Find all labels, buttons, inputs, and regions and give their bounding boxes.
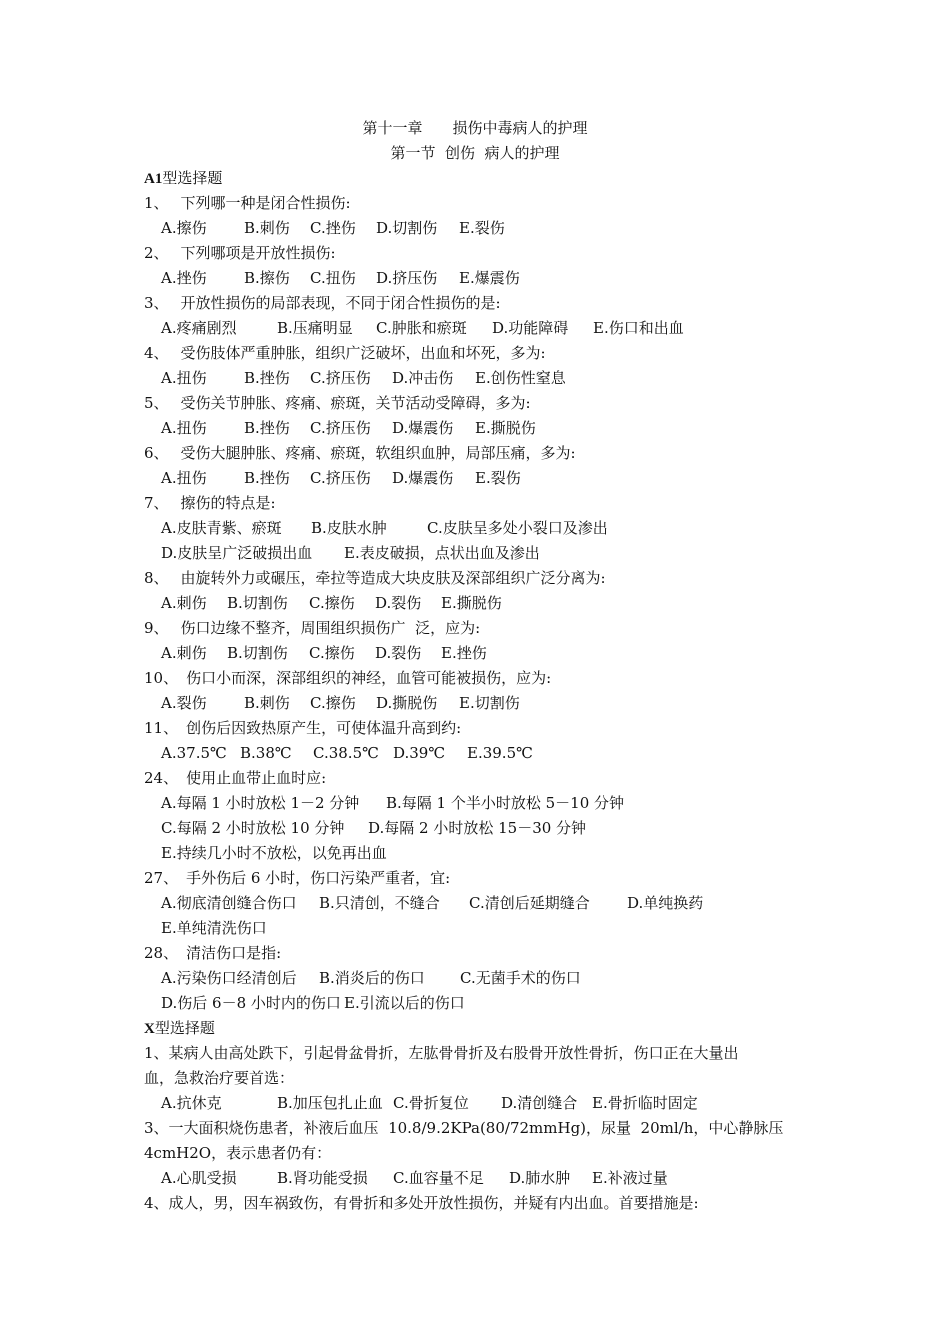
- option: D.清创缝合: [501, 1094, 578, 1112]
- option: A.皮肤青紫、瘀斑: [161, 519, 282, 537]
- question-stem: [144, 618, 480, 638]
- option-row: [161, 968, 581, 988]
- section-label: 型选择题: [162, 169, 223, 187]
- option: B.挫伤: [244, 469, 290, 487]
- option: D.撕脱伤: [376, 694, 438, 712]
- option: D.裂伤: [375, 594, 422, 612]
- option: C.扭伤: [310, 269, 356, 287]
- option-row: [161, 418, 536, 438]
- option-row: [161, 993, 465, 1013]
- option: D.单纯换药: [627, 894, 704, 912]
- option: C.挫伤: [310, 219, 356, 237]
- section-code: A1: [144, 171, 163, 187]
- option: D.功能障碍: [492, 319, 569, 337]
- option-row: [161, 468, 521, 488]
- question-text: 使用止血带止血时应:: [186, 769, 327, 787]
- option-row: [161, 268, 520, 288]
- option: D.裂伤: [375, 644, 422, 662]
- option: D.每隔 2 小时放松 15－30 分钟: [368, 819, 587, 837]
- option: B.消炎后的伤口: [319, 969, 425, 987]
- option-row: [161, 318, 684, 338]
- section-heading-a1: [144, 168, 222, 189]
- question-stem: [144, 443, 576, 463]
- question-text: 手外伤后 6 小时，伤口污染严重者，宜:: [186, 869, 451, 887]
- option: E.伤口和出血: [593, 319, 684, 337]
- option: C.擦伤: [309, 644, 355, 662]
- option-row: [161, 793, 624, 813]
- option: E.引流以后的伤口: [344, 994, 465, 1012]
- option: E.补液过量: [592, 1169, 668, 1187]
- option-row: [161, 1168, 668, 1188]
- option: B.刺伤: [244, 219, 290, 237]
- question-stem: [144, 668, 551, 688]
- option-row: [161, 818, 586, 838]
- question-stem: [144, 493, 276, 513]
- question-number: 24、: [144, 769, 179, 787]
- option: B.挫伤: [244, 369, 290, 387]
- question-text: 开放性损伤的局部表现，不同于闭合性损伤的是:: [180, 294, 501, 312]
- question-number: 11、: [144, 719, 179, 737]
- option: A.37.5℃: [161, 744, 227, 762]
- option-row: [161, 593, 502, 613]
- option: C.血容量不足: [393, 1169, 484, 1187]
- option: D.皮肤呈广泛破损出血: [161, 544, 313, 562]
- option: E.裂伤: [459, 219, 505, 237]
- question-text: 下列哪一种是闭合性损伤:: [180, 194, 351, 212]
- option: A.心肌受损: [161, 1169, 237, 1187]
- question-number: 5、: [144, 394, 169, 412]
- question-text: 伤口小而深，深部组织的神经，血管可能被损伤，应为:: [186, 669, 552, 687]
- option: B.只清创，不缝合: [319, 894, 440, 912]
- option: B.切割伤: [227, 644, 288, 662]
- option: C.38.5℃: [313, 744, 379, 762]
- option: E.撕脱伤: [475, 419, 536, 437]
- question-number: 2、: [144, 244, 169, 262]
- question-number: 7、: [144, 494, 169, 512]
- question-stem: [144, 343, 546, 363]
- option-row: [161, 1093, 698, 1113]
- option: A.刺伤: [161, 594, 207, 612]
- question-text: 擦伤的特点是:: [180, 494, 276, 512]
- question-stem-continued: 4cmH2O，表示患者仍有：: [144, 1144, 332, 1162]
- section-subtitle: 第一节 创伤 病人的护理: [390, 144, 560, 162]
- question-stem: [144, 293, 501, 313]
- question-stem: [144, 393, 531, 413]
- option: B.每隔 1 个半小时放松 5－10 分钟: [386, 794, 625, 812]
- option: B.肾功能受损: [277, 1169, 368, 1187]
- option: B.刺伤: [244, 694, 290, 712]
- option: E.单纯清洗伤口: [161, 919, 267, 937]
- option: C.擦伤: [310, 694, 356, 712]
- option: A.擦伤: [161, 219, 207, 237]
- option: A.挫伤: [161, 269, 207, 287]
- option: C.骨折复位: [393, 1094, 469, 1112]
- question-text: 下列哪项是开放性损伤:: [180, 244, 336, 262]
- chapter-title: 第十一章 损伤中毒病人的护理: [362, 119, 588, 137]
- option-row: [161, 518, 608, 538]
- option: C.挤压伤: [310, 369, 371, 387]
- question-stem: [144, 718, 461, 738]
- option: B.38℃: [240, 744, 292, 762]
- option: C.无菌手术的伤口: [460, 969, 581, 987]
- option: E.裂伤: [475, 469, 521, 487]
- option: C.清创后延期缝合: [469, 894, 590, 912]
- question-text: 受伤肢体严重肿胀，组织广泛破坏，出血和坏死，多为:: [180, 344, 546, 362]
- option: E.撕脱伤: [441, 594, 502, 612]
- question-number: 28、: [144, 944, 179, 962]
- option-row: [161, 893, 703, 913]
- option: A.扭伤: [161, 469, 207, 487]
- question-number: 9、: [144, 619, 169, 637]
- option: B.切割伤: [227, 594, 288, 612]
- option-row: [161, 643, 487, 663]
- option: C.擦伤: [309, 594, 355, 612]
- option-row: [161, 743, 533, 763]
- option: E.骨折临时固定: [592, 1094, 698, 1112]
- option: A.刺伤: [161, 644, 207, 662]
- option-row: [161, 918, 267, 938]
- option: B.加压包扎止血: [277, 1094, 383, 1112]
- option: D.冲击伤: [392, 369, 454, 387]
- option: B.挫伤: [244, 419, 290, 437]
- question-stem: [144, 768, 326, 788]
- option: C.挤压伤: [310, 419, 371, 437]
- option: C.挤压伤: [310, 469, 371, 487]
- option: E.切割伤: [459, 694, 520, 712]
- option: E.39.5℃: [467, 744, 533, 762]
- option: A.扭伤: [161, 419, 207, 437]
- question-text: 受伤大腿肿胀、疼痛、瘀斑，软组织血肿，局部压痛，多为:: [180, 444, 576, 462]
- option: D.切割伤: [376, 219, 438, 237]
- question-text: 受伤关节肿胀、疼痛、瘀斑，关节活动受障碍，多为:: [180, 394, 531, 412]
- option: D.伤后 6－8 小时内的伤口: [161, 994, 341, 1012]
- question-text: 创伤后因致热原产生，可使体温升高到约:: [186, 719, 462, 737]
- option: A.每隔 1 小时放松 1－2 分钟: [161, 794, 360, 812]
- option: C.皮肤呈多处小裂口及渗出: [427, 519, 608, 537]
- question-stem: [144, 568, 606, 588]
- option-row: [161, 543, 540, 563]
- option: E.爆震伤: [459, 269, 520, 287]
- option: A.抗休克: [161, 1094, 222, 1112]
- question-stem: [144, 943, 281, 963]
- question-number: 3、: [144, 294, 169, 312]
- option: A.污染伤口经清创后: [161, 969, 297, 987]
- option-row: [161, 843, 387, 863]
- question-number: 8、: [144, 569, 169, 587]
- question-number: 1、: [144, 194, 169, 212]
- option: B.皮肤水肿: [311, 519, 387, 537]
- option: B.压痛明显: [277, 319, 353, 337]
- option: B.擦伤: [244, 269, 290, 287]
- option: A.扭伤: [161, 369, 207, 387]
- option: A.彻底清创缝合伤口: [161, 894, 297, 912]
- question-stem: 4、成人，男，因车祸致伤，有骨折和多处开放性损伤，并疑有内出血。首要措施是:: [144, 1194, 699, 1212]
- option: D.爆震伤: [392, 419, 454, 437]
- question-text: 清洁伤口是指:: [186, 944, 282, 962]
- option: D.爆震伤: [392, 469, 454, 487]
- option-row: [161, 693, 520, 713]
- option: E.创伤性窒息: [475, 369, 566, 387]
- question-number: 10、: [144, 669, 179, 687]
- question-number: 27、: [144, 869, 179, 887]
- question-number: 6、: [144, 444, 169, 462]
- question-text: 由旋转外力或碾压，牵拉等造成大块皮肤及深部组织广泛分离为:: [180, 569, 606, 587]
- question-stem: [144, 243, 336, 263]
- section-label: 型选择题: [154, 1019, 215, 1037]
- option: A.疼痛剧烈: [161, 319, 237, 337]
- option: D.肺水肿: [509, 1169, 571, 1187]
- option: C.每隔 2 小时放松 10 分钟: [161, 819, 345, 837]
- question-stem: [144, 193, 351, 213]
- option: E.挫伤: [441, 644, 487, 662]
- question-stem: [144, 868, 450, 888]
- question-stem-continued: 血，急救治疗要首选：: [144, 1069, 295, 1087]
- question-text: 伤口边缘不整齐，周围组织损伤广 泛，应为:: [180, 619, 481, 637]
- option: D.挤压伤: [376, 269, 438, 287]
- option: D.39℃: [393, 744, 446, 762]
- option: C.肿胀和瘀斑: [376, 319, 467, 337]
- question-stem: 3、一大面积烧伤患者，补液后血压 10.8/9.2KPa(80/72mmHg)，尿量 20ml/h，中心静脉压: [144, 1119, 784, 1137]
- option: A.裂伤: [161, 694, 207, 712]
- option-row: [161, 218, 505, 238]
- option: E.持续几小时不放松，以免再出血: [161, 844, 387, 862]
- question-stem: 1、某病人由高处跌下，引起骨盆骨折，左肱骨骨折及右股骨开放性骨折，伤口正在大量出: [144, 1044, 739, 1062]
- question-number: 4、: [144, 344, 169, 362]
- option-row: [161, 368, 566, 388]
- option: E.表皮破损，点状出血及渗出: [344, 544, 540, 562]
- section-heading-x: [144, 1018, 215, 1039]
- section-code: X: [144, 1021, 155, 1037]
